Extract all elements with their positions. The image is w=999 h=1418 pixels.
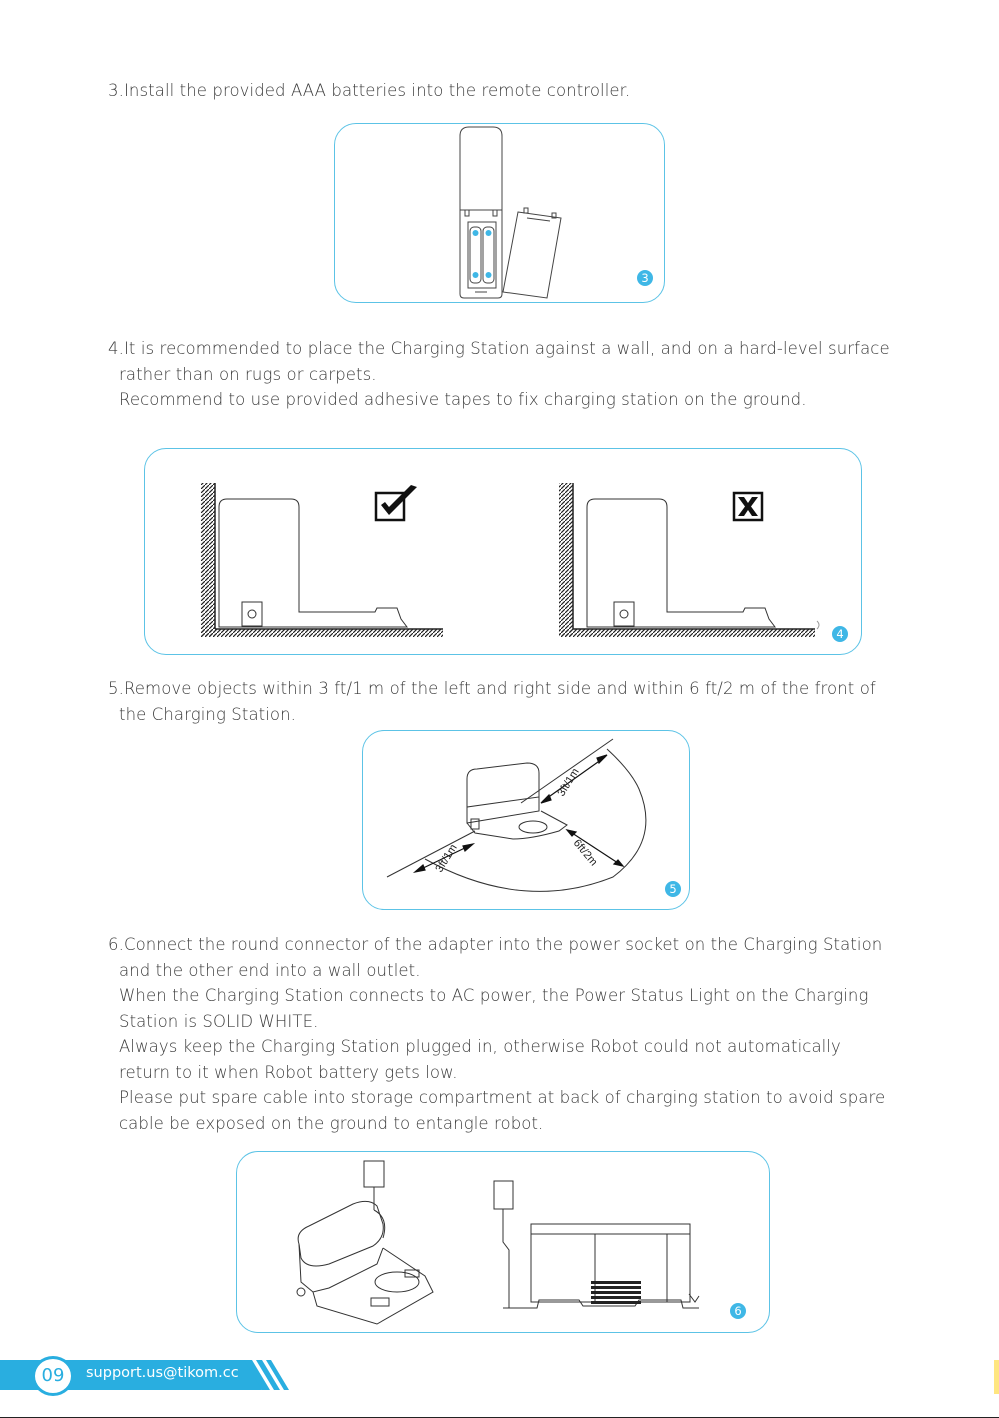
clearance-figure xyxy=(362,730,690,910)
power-connection-illustration xyxy=(237,1152,769,1332)
page-number: 09 xyxy=(32,1356,74,1396)
step-5-text xyxy=(108,676,898,727)
step-4-line: Recommend to use provided adhesive tapes to fix charging station on the ground. xyxy=(119,390,807,409)
step-3-line: 3.Install the provided AAA batteries into the remote controller. xyxy=(108,81,631,100)
station-placement-illustration xyxy=(145,449,861,654)
correct-placement xyxy=(201,483,443,637)
incorrect-placement xyxy=(559,483,819,637)
placement-figure xyxy=(144,448,862,655)
step-badge: 6 xyxy=(730,1303,746,1319)
step-5-line: 5.Remove objects within 3 ft/1 m of the left and right side and within 6 ft/2 m of the front of xyxy=(108,679,876,698)
step-4-line: rather than on rugs or carpets. xyxy=(119,364,377,384)
right-clearance-label: 3ft/1m xyxy=(555,766,582,799)
checkmark-icon xyxy=(376,485,417,520)
step-6-line: and the other end into a wall outlet. xyxy=(119,960,421,980)
step-6-line: cable be exposed on the ground to entangle robot. xyxy=(119,1113,544,1133)
step-6-line: Please put spare cable into storage compartment at back of charging station to avoid spare xyxy=(119,1088,886,1107)
step-6-line: Station is SOLID WHITE. xyxy=(119,1011,319,1031)
step-6-line: When the Charging Station connects to AC power, the Power Status Light on the Charging xyxy=(119,986,869,1005)
step-3-text xyxy=(108,78,898,104)
clearance-illustration xyxy=(363,731,689,909)
step-badge: 4 xyxy=(832,626,848,642)
coiled-cable xyxy=(591,1281,641,1304)
step-6-line: Always keep the Charging Station plugged in, otherwise Robot could not automatically xyxy=(119,1037,841,1056)
battery-figure xyxy=(334,123,665,303)
front-clearance-label: 6ft/2m xyxy=(570,837,600,869)
page-footer xyxy=(0,1355,999,1418)
support-email: support.us@tikom.cc xyxy=(86,1365,239,1381)
step-badge: 3 xyxy=(637,270,653,286)
step-4-text xyxy=(108,336,898,413)
step-badge: 5 xyxy=(665,881,681,897)
cross-icon xyxy=(734,493,762,520)
step-6-line: return to it when Robot battery gets low. xyxy=(119,1062,458,1082)
step-6-text xyxy=(108,932,898,1136)
remote-battery-illustration xyxy=(335,124,664,302)
power-connection-figure xyxy=(236,1151,770,1333)
left-clearance-label: 3ft/1m xyxy=(433,842,460,875)
step-6-line: 6.Connect the round connector of the adapter into the power socket on the Charging Station xyxy=(108,935,883,954)
step-5-line: the Charging Station. xyxy=(119,704,297,724)
edge-marker xyxy=(994,1360,999,1394)
step-4-line: 4.It is recommended to place the Charging Station against a wall, and on a hard-level surface xyxy=(108,339,890,358)
